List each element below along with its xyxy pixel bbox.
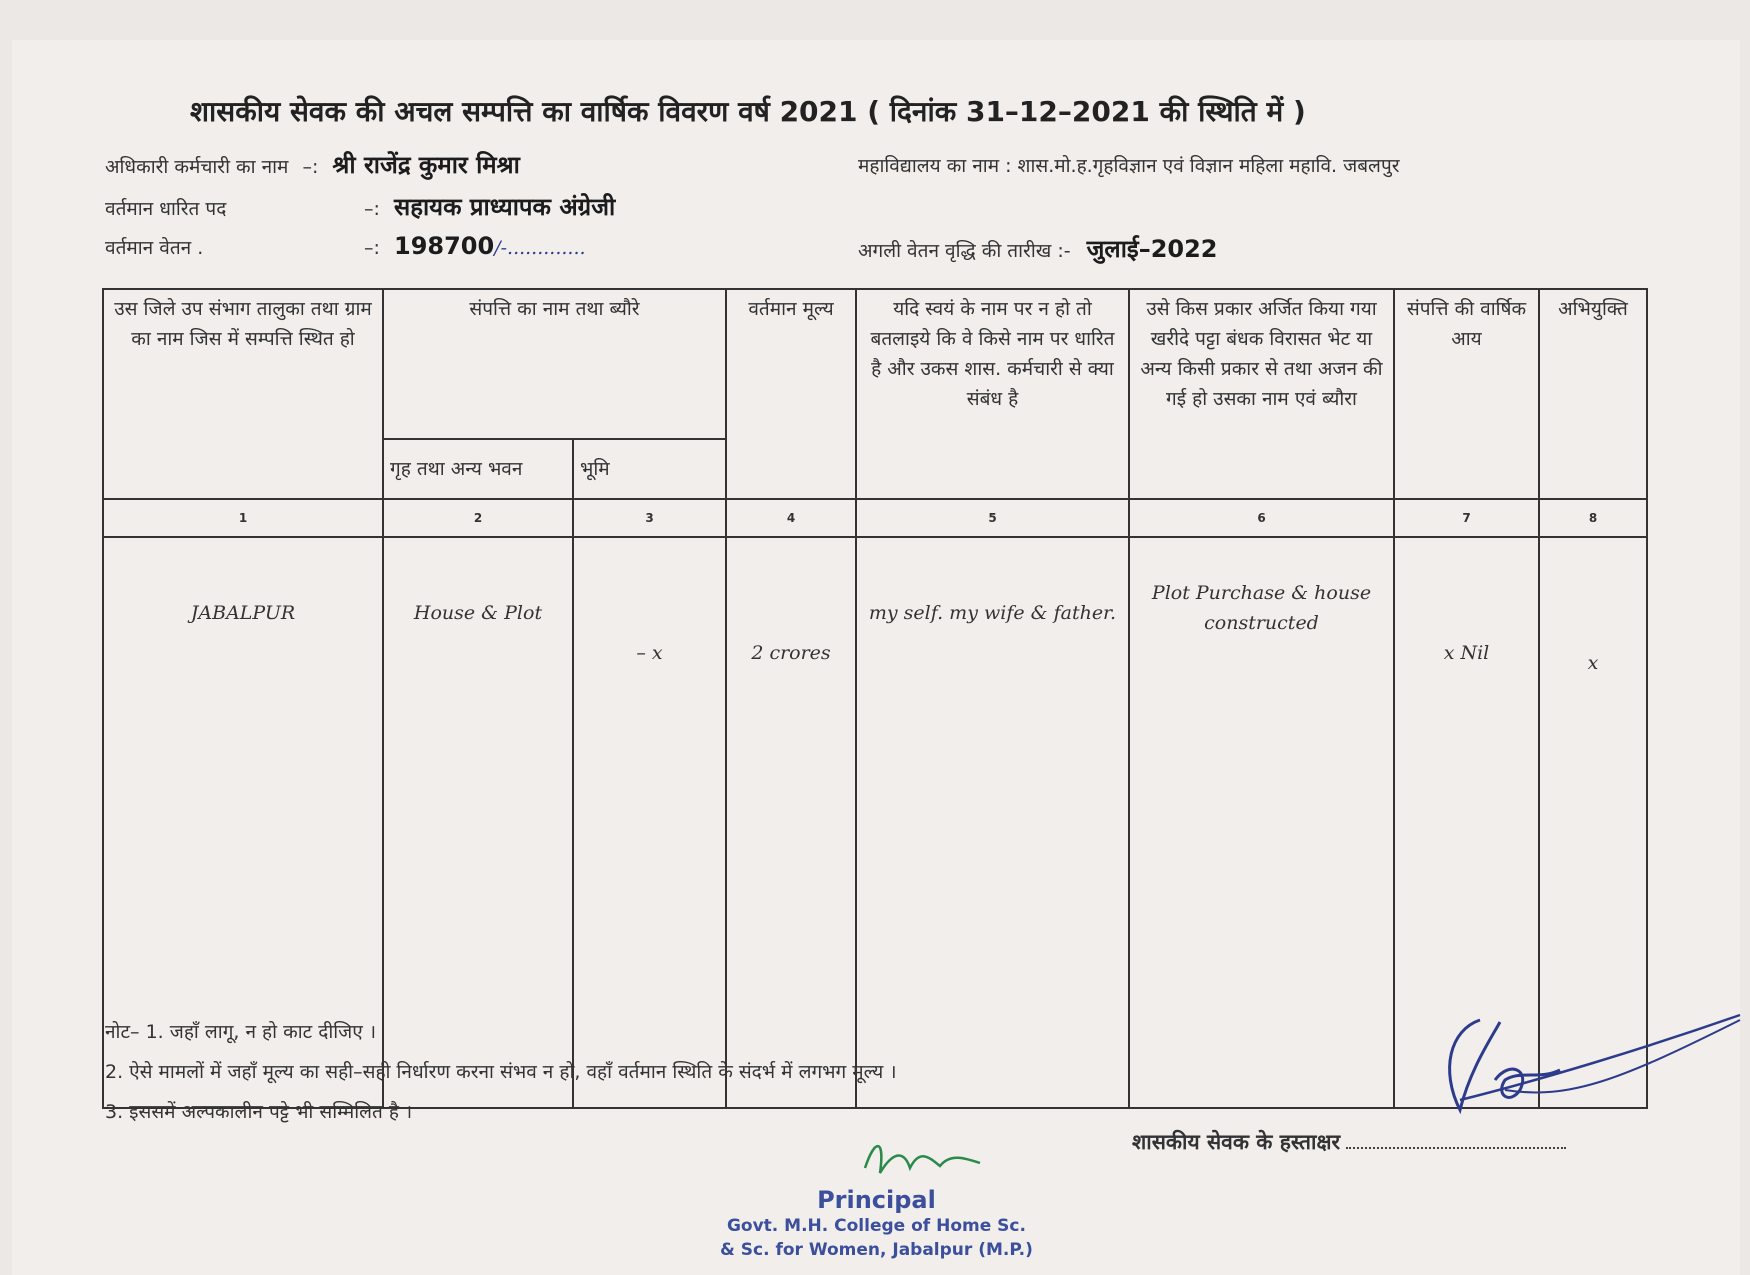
header-row bbox=[103, 289, 1647, 439]
header-col3: भूमि bbox=[573, 439, 726, 499]
col-number: 7 bbox=[1394, 499, 1539, 537]
header-col1: उस जिले उप संभाग तालुका तथा ग्राम का नाम जिस में सम्पत्ति स्थित हो bbox=[103, 289, 383, 499]
header-col7: संपत्ति की वार्षिक आय bbox=[1394, 289, 1539, 499]
employee-name-value: श्री राजेंद्र कुमार मिश्रा bbox=[332, 151, 520, 179]
cell-acquisition: Plot Purchase & house constructed bbox=[1129, 537, 1394, 1108]
employee-signature bbox=[1420, 1010, 1750, 1130]
note-item: 3. इससमें अल्पकालीन पट्टे भी सम्मिलित है । bbox=[105, 1101, 413, 1123]
col-number: 6 bbox=[1129, 499, 1394, 537]
col-number: 2 bbox=[383, 499, 573, 537]
cell-value: 2 crores bbox=[726, 537, 856, 1108]
separator: –: bbox=[364, 237, 380, 259]
signature-label-text: शासकीय सेवक के हस्ताक्षर bbox=[1132, 1130, 1341, 1154]
cell-location: JABALPUR bbox=[103, 537, 383, 1108]
post-label: वर्तमान धारित पद bbox=[105, 198, 227, 220]
principal-stamp bbox=[720, 1128, 1033, 1262]
separator: –: bbox=[364, 198, 380, 220]
col-number: 1 bbox=[103, 499, 383, 537]
header-col5: यदि स्वयं के नाम पर न हो तो बतलाइये कि वे किसे नाम पर धारित है और उकस शास. कर्मचारी से क्या संबंध है bbox=[856, 289, 1129, 499]
increment-label: अगली वेतन वृद्धि की तारीख :- bbox=[858, 240, 1071, 262]
stamp-line1: Govt. M.H. College of Home Sc. bbox=[726, 1216, 1026, 1236]
column-number-row bbox=[103, 499, 1647, 537]
notes bbox=[105, 1012, 897, 1132]
col-number: 3 bbox=[573, 499, 726, 537]
col-number: 8 bbox=[1539, 499, 1647, 537]
cell-remarks: x bbox=[1539, 537, 1647, 1108]
increment-row bbox=[858, 232, 1218, 265]
col-number: 4 bbox=[726, 499, 856, 537]
salary-value: 198700 bbox=[394, 232, 495, 260]
post-row bbox=[105, 190, 615, 223]
stamp-line2: & Sc. for Women, Jabalpur (M.P.) bbox=[720, 1240, 1033, 1260]
cell-holder: my self. my wife & father. bbox=[856, 537, 1129, 1108]
header-col8: अभियुक्ति bbox=[1539, 289, 1647, 499]
col-number: 5 bbox=[856, 499, 1129, 537]
stamp-title: Principal bbox=[817, 1186, 936, 1214]
cell-land: – x bbox=[573, 537, 726, 1108]
header-col6: उसे किस प्रकार अर्जित किया गया खरीदे पट्टा बंधक विरासत भेट या अन्य किसी प्रकार से तथा अजन की गई हो उसका नाम एवं ब्यौरा bbox=[1129, 289, 1394, 499]
employee-name-label: अधिकारी कर्मचारी का नाम bbox=[105, 156, 289, 178]
form-title: शासकीय सेवक की अचल सम्पत्ति का वार्षिक विवरण वर्ष 2021 ( दिनांक 31–12–2021 की स्थिति में ) bbox=[190, 95, 1306, 128]
college-name: महाविद्यालय का नाम : शास.मो.ह.गृहविज्ञान एवं विज्ञान महिला महावि. जबलपुर bbox=[858, 155, 1400, 177]
signature-label bbox=[1132, 1128, 1566, 1156]
note-item: 2. ऐसे मामलों में जहाँ मूल्य का सही–सही निर्धारण करना संभव न हो, वहाँ वर्तमान स्थिति के संदर्भ में लगभग मूल्य । bbox=[105, 1061, 897, 1083]
separator: –: bbox=[302, 156, 319, 178]
note-item: नोट– 1. जहाँ लागू, न हो काट दीजिए । bbox=[105, 1021, 377, 1043]
cell-income: x Nil bbox=[1394, 537, 1539, 1108]
header-col23: संपत्ति का नाम तथा ब्यौरे bbox=[383, 289, 726, 439]
asset-table bbox=[102, 288, 1648, 1109]
salary-suffix: /-............. bbox=[494, 237, 586, 259]
signature-line bbox=[1346, 1129, 1566, 1149]
header-col2: गृह तथा अन्य भवन bbox=[383, 439, 573, 499]
salary-label: वर्तमान वेतन . bbox=[105, 237, 204, 259]
employee-name-row bbox=[105, 148, 520, 181]
salary-row bbox=[105, 232, 586, 260]
header-col4: वर्तमान मूल्य bbox=[726, 289, 856, 499]
cell-building: House & Plot bbox=[383, 537, 573, 1108]
post-value: सहायक प्राध्यापक अंग्रेजी bbox=[394, 193, 616, 221]
increment-value: जुलाई–2022 bbox=[1086, 235, 1218, 263]
